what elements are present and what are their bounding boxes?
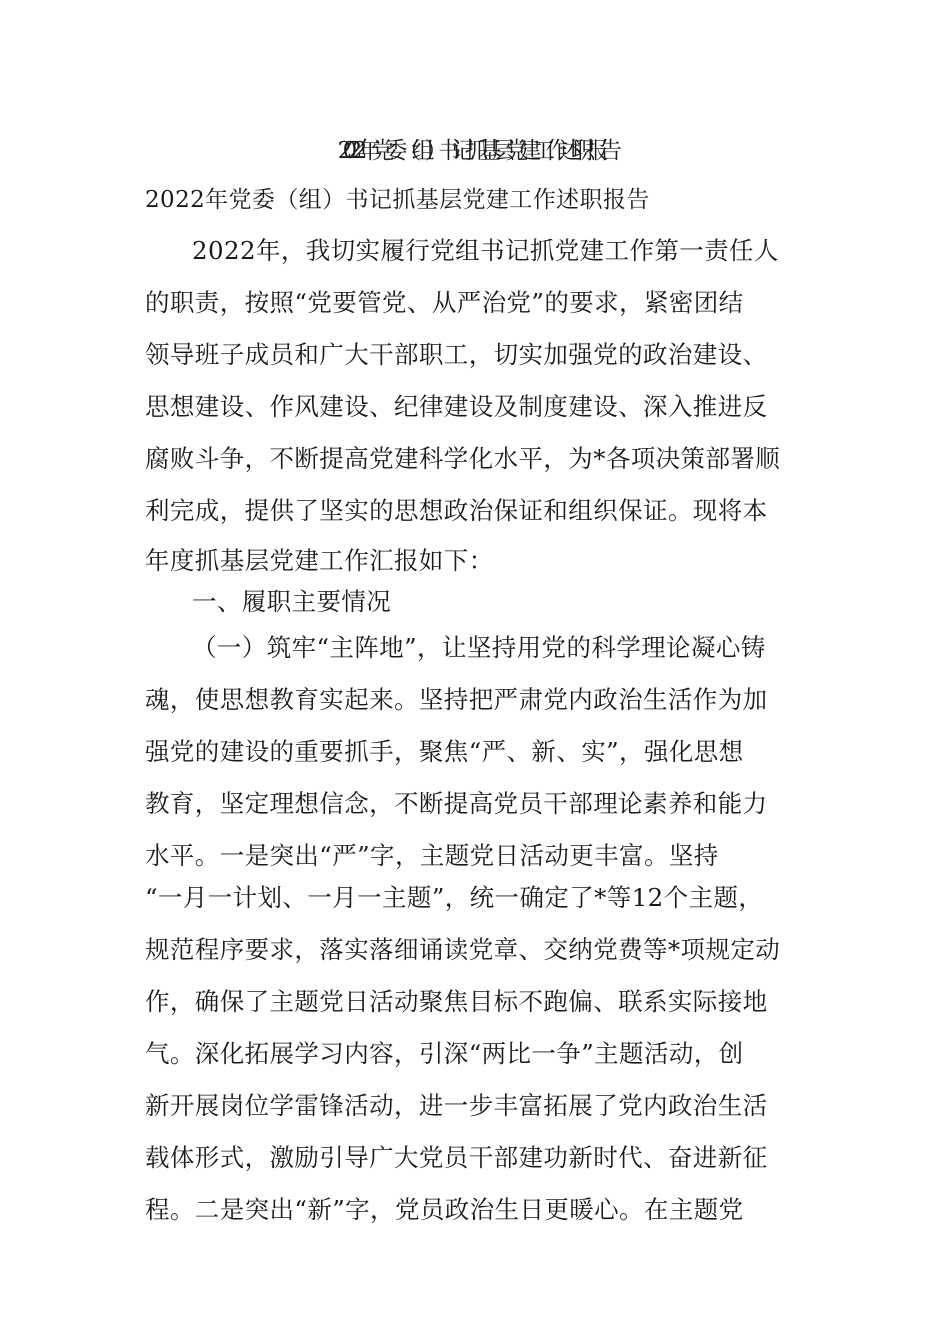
- paragraph-line: “一月一计划、一月一主题”，统一确定了*等12个主题，: [145, 883, 764, 912]
- document-title-repeat: 2022年党委（组）书记抓基层党建工作述职报告: [145, 187, 650, 213]
- paragraph-line: 气。深化拓展学习内容，引深“两比一争”主题活动，创: [145, 1039, 744, 1068]
- paragraph-line: 思想建设、作风建设、纪律建设及制度建设、深入推进反: [145, 392, 768, 421]
- paragraph-line: 的职责，按照“党要管党、从严治党”的要求，紧密团结: [145, 288, 744, 317]
- paragraph-line: 领导班子成员和广大干部职工，切实加强党的政治建设、: [145, 340, 768, 369]
- paragraph-line: 年度抓基层党建工作汇报如下：: [145, 546, 494, 575]
- paragraph-line: 规范程序要求，落实落细诵读党章、交纳党费等*项规定动: [145, 935, 781, 964]
- paragraph-line: 魂，使思想教育实起来。坚持把严肃党内政治生活作为加: [145, 685, 768, 714]
- paragraph-line: 利完成，提供了坚实的思想政治保证和组织保证。现将本: [145, 496, 768, 525]
- paragraph-line: 2022年，我切实履行党组书记抓党建工作第一责任人: [192, 236, 779, 265]
- paragraph-line: 腐败斗争，不断提高党建科学化水平，为*各项决策部署顺: [145, 444, 781, 473]
- paragraph-line: 新开展岗位学雷锋活动，进一步丰富拓展了党内政治生活: [145, 1091, 768, 1120]
- section-heading: 一、履职主要情况: [192, 587, 392, 616]
- paragraph-line: 载体形式，激励引导广大党员干部建功新时代、奋进新征: [145, 1143, 768, 1172]
- paragraph-line: 程。二是突出“新”字，党员政治生日更暖心。在主题党: [145, 1195, 744, 1224]
- document-title: 2022年党委（组）书记抓基层党建工作述职报告: [337, 138, 613, 164]
- paragraph-line: 水平。一是突出“严”字，主题党日活动更丰富。坚持: [145, 841, 719, 870]
- paragraph-line: 作，确保了主题党日活动聚焦目标不跑偏、联系实际接地: [145, 987, 768, 1016]
- paragraph-line: （一）筑牢“主阵地”，让坚持用党的科学理论凝心铸: [192, 633, 766, 662]
- paragraph-line: 教育，坚定理想信念，不断提高党员干部理论素养和能力: [145, 789, 768, 818]
- paragraph-line: 强党的建设的重要抓手，聚焦“严、新、实”，强化思想: [145, 737, 744, 766]
